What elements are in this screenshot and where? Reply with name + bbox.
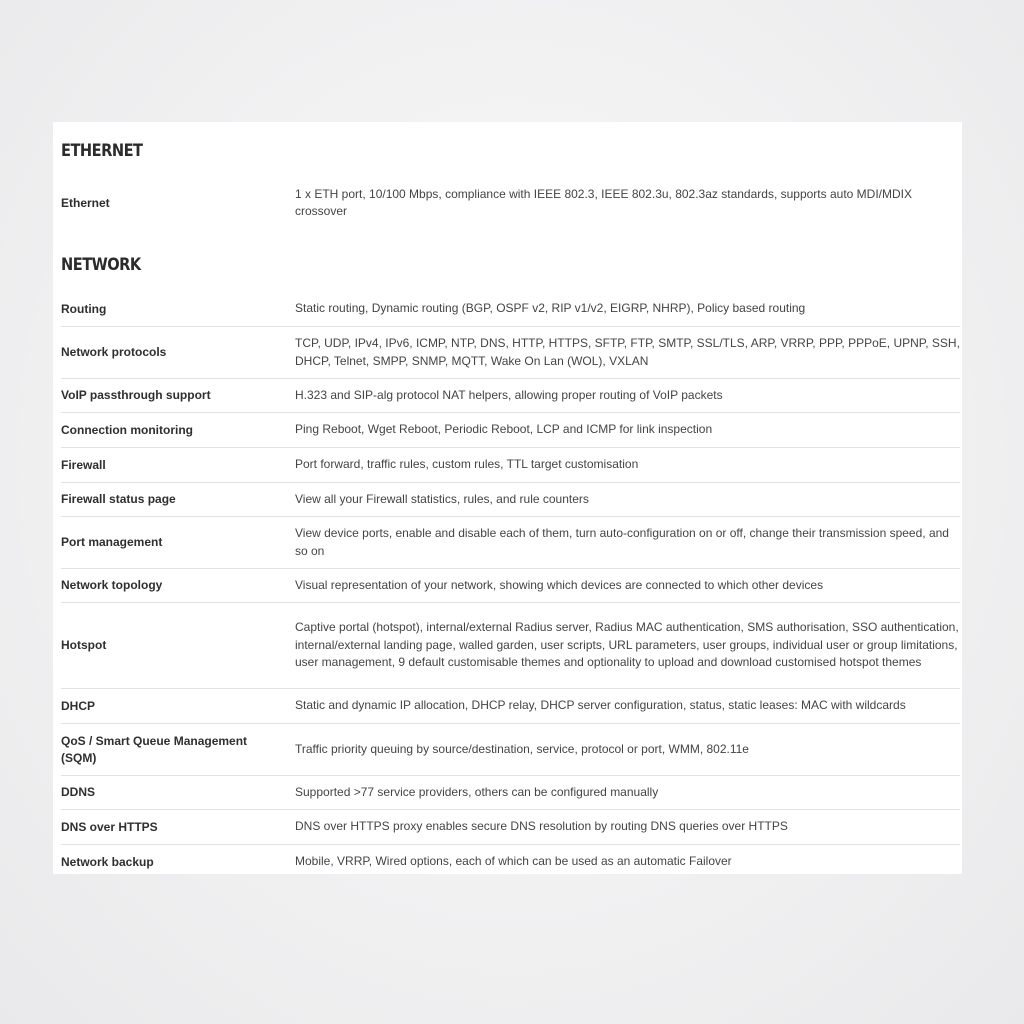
spec-label: DNS over HTTPS [61,819,158,834]
spec-row-voip [61,379,960,413]
spec-value: Supported >77 service providers, others can be configured manually [295,784,659,799]
spec-label: Network backup [61,854,154,869]
spec-row-connection-monitoring [61,413,960,448]
spec-label: Connection monitoring [61,422,193,437]
spec-value: DNS over HTTPS proxy enables secure DNS resolution by routing DNS queries over HTTPS [295,819,788,834]
spec-label: DDNS [61,785,96,799]
spec-value: Traffic priority queuing by source/destination, service, protocol or port, WMM, 802.11e [295,741,749,756]
spec-card [53,122,962,874]
network-spec-table [61,292,960,879]
spec-label: DHCP [61,698,96,713]
spec-row-ddns [61,776,960,810]
spec-label: Firewall [61,457,106,472]
spec-row-network-protocols [61,327,960,379]
spec-label: VoIP passthrough support [61,388,211,402]
spec-label: Firewall status page [61,492,176,506]
spec-row-hotspot [61,603,960,689]
spec-row-network-topology [61,569,960,603]
spec-label: Port management [61,535,163,549]
spec-value: Static and dynamic IP allocation, DHCP relay, DHCP server configuration, status, static leases: MAC with wildcards [295,698,906,713]
ethernet-spec-table [61,180,960,226]
spec-row-dns-over-https [61,810,960,845]
spec-value: Ping Reboot, Wget Reboot, Periodic Reboot, LCP and ICMP for link inspection [295,422,713,437]
spec-label: Network topology [61,578,163,592]
spec-value: Port forward, traffic rules, custom rules, TTL target customisation [295,457,639,472]
spec-label: QoS / Smart Queue Management (SQM) [61,733,248,765]
spec-value: Visual representation of your network, showing which devices are connected to which other devices [295,577,824,592]
spec-value: Captive portal (hotspot), internal/external Radius server, Radius MAC authentication, SMS authorisation, SSO authentication, internal/external landing page, walled garden, user scripts, URL parameters, user groups, individual user or group limitations, user management, 9 default customisable themes and optionality to upload and download customised hotspot themes [295,620,959,670]
spec-label: Hotspot [61,638,107,652]
spec-value: TCP, UDP, IPv4, IPv6, ICMP, NTP, DNS, HTTP, HTTPS, SFTP, FTP, SMTP, SSL/TLS, ARP, VRRP, PPP, PPPoE, UPNP, SSH, DHCP, Telnet, SMPP, SNMP, MQTT, Wake On Lan (WOL), VXLAN [295,336,960,368]
spec-label: Routing [61,301,107,316]
spec-row-qos [61,724,960,776]
section-title-ethernet: ETHERNET [61,141,143,161]
spec-label: Network protocols [61,345,167,359]
spec-row-ethernet [61,180,960,226]
spec-label: Ethernet [61,195,110,210]
spec-value: View all your Firewall statistics, rules, and rule counters [295,491,589,506]
spec-value: Mobile, VRRP, Wired options, each of which can be used as an automatic Failover [295,854,732,869]
spec-row-dhcp [61,689,960,724]
spec-row-routing [61,292,960,327]
spec-value: 1 x ETH port, 10/100 Mbps, compliance with IEEE 802.3, IEEE 802.3u, 802.3az standards, supports auto MDI/MDIX crossover [295,186,912,218]
spec-row-network-backup [61,845,960,879]
spec-row-firewall [61,448,960,483]
spec-value: Static routing, Dynamic routing (BGP, OSPF v2, RIP v1/v2, EIGRP, NHRP), Policy based routing [295,301,806,316]
spec-value: View device ports, enable and disable each of them, turn auto-configuration on or off, change their transmission speed, and so on [295,526,949,558]
spec-row-port-management [61,517,960,569]
spec-value: H.323 and SIP-alg protocol NAT helpers, allowing proper routing of VoIP packets [295,387,723,402]
spec-row-firewall-status [61,483,960,517]
section-title-network: NETWORK [61,255,141,275]
